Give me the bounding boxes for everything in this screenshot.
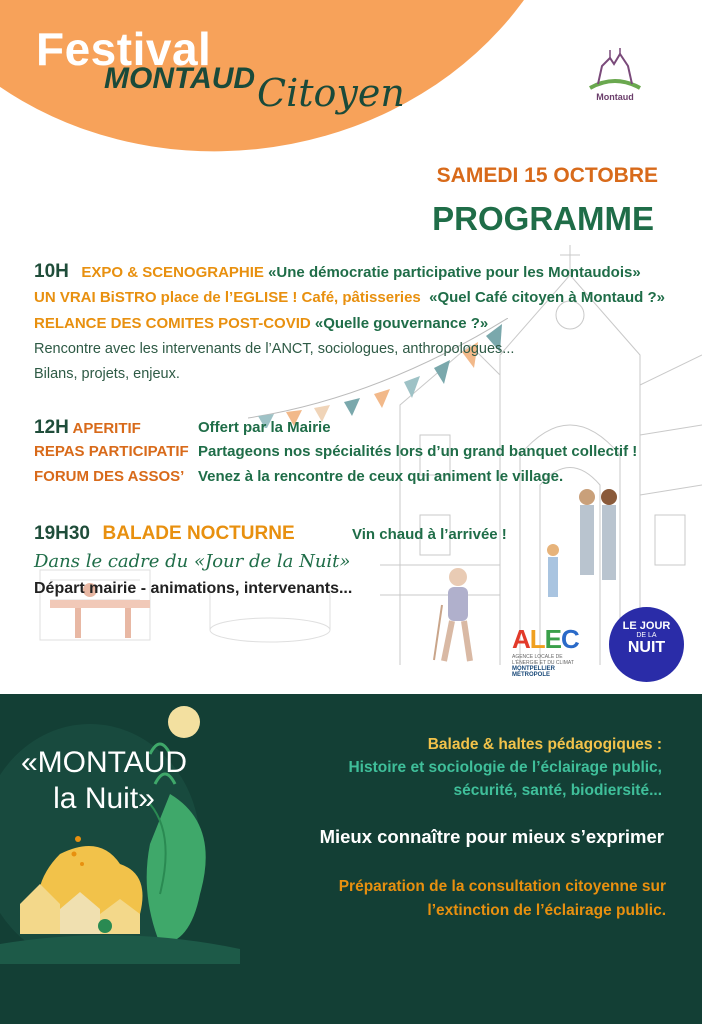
programme-heading: PROGRAMME: [432, 200, 654, 237]
moon-icon: [168, 706, 200, 738]
night-mieux: Mieux connaître pour mieux s’exprimer: [319, 826, 664, 847]
jour-nuit-script: Dans le cadre du «Jour de la Nuit»: [34, 551, 351, 572]
expo-label: EXPO & SCENOGRAPHIE: [81, 264, 264, 281]
alec-letter-l: L: [529, 624, 545, 654]
jour-de-la-nuit-logo: [609, 607, 684, 682]
event-date: SAMEDI 15 OCTOBRE: [436, 164, 658, 187]
bistro-text: «Quel Café citoyen à Montaud ?»: [429, 289, 666, 306]
forum-label: FORUM DES ASSOS’: [34, 468, 185, 485]
balade-text: Vin chaud à l’arrivée !: [352, 526, 507, 543]
jour-line3: NUIT: [627, 639, 666, 657]
alec-letter-e: E: [544, 624, 562, 654]
morning-row-relance: [34, 316, 488, 331]
relance-text: «Quelle gouvernance ?»: [314, 315, 489, 332]
noon-time: 12H: [34, 417, 69, 438]
aperitif-text: Offert par la Mairie: [198, 419, 331, 436]
evening-time: 19H30: [34, 523, 90, 544]
night-prep2: l’extinction de l’éclairage public.: [427, 902, 666, 919]
aperitif-label: APERITIF: [72, 420, 141, 437]
bistro-label: UN VRAI BiSTRO place de l’EGLISE ! Café, pâtisseries: [34, 289, 421, 306]
noon-row-aperitif: [34, 418, 141, 437]
morning-line1: Rencontre avec les intervenants de l’ANCT, sociologues, anthropologues...: [34, 341, 515, 357]
balade-label: BALADE NOCTURNE: [102, 523, 295, 544]
night-illustration: [0, 694, 240, 964]
depart-text: Départ mairie - animations, intervenants...: [34, 580, 353, 597]
night-histoire: Histoire et sociologie de l’éclairage public,: [348, 759, 662, 776]
forum-text: Venez à la rencontre de ceux qui animent le village.: [198, 468, 564, 485]
morning-row-bistro: [34, 290, 665, 305]
evening-row: [34, 524, 295, 543]
montaud-la-nuit-title: [14, 745, 194, 817]
expo-text: «Une démocratie participative pour les Montaudois»: [268, 264, 641, 281]
jour-line1: LE JOUR: [622, 620, 671, 632]
alec-logo: [512, 626, 588, 678]
repas-label: REPAS PARTICIPATIF: [34, 443, 189, 460]
morning-line2: Bilans, projets, enjeux.: [34, 366, 180, 382]
bunting-decoration: [248, 318, 508, 428]
festival-title: Festival: [36, 23, 212, 75]
morning-time: 10H: [34, 261, 69, 282]
night-prep1: Préparation de la consultation citoyenne sur: [338, 878, 666, 895]
night-title-line1: «MONTAUD: [20, 746, 188, 779]
relance-label: RELANCE DES COMITES POST-COVID: [34, 315, 311, 332]
alec-letter-c: C: [561, 624, 579, 654]
night-securite: sécurité, santé, biodiersité...: [453, 782, 662, 799]
jour-line2: DE LA: [636, 632, 657, 639]
alec-logo-text: [512, 626, 588, 652]
elderly-walker-illustration: [430, 565, 490, 665]
alec-letter-a: A: [512, 624, 530, 654]
square-sketch: [20, 560, 420, 660]
citoyen-title: Citoyen: [257, 71, 405, 115]
repas-text: Partageons nos spécialités lors d’un grand banquet collectif !: [198, 443, 638, 460]
montaud-logo-label: Montaud: [596, 92, 634, 102]
night-balade: Balade & haltes pédagogiques :: [427, 736, 662, 753]
night-title-line2: la Nuit»: [53, 782, 155, 815]
alec-subtitle2: MONTPELLIER MÉTROPOLE: [512, 666, 555, 678]
montaud-title: MONTAUD: [104, 62, 256, 95]
morning-row-expo: [34, 262, 641, 281]
alec-subtitle: AGENCE LOCALE DE L'ÉNERGIE ET DU CLIMAT: [512, 654, 574, 666]
